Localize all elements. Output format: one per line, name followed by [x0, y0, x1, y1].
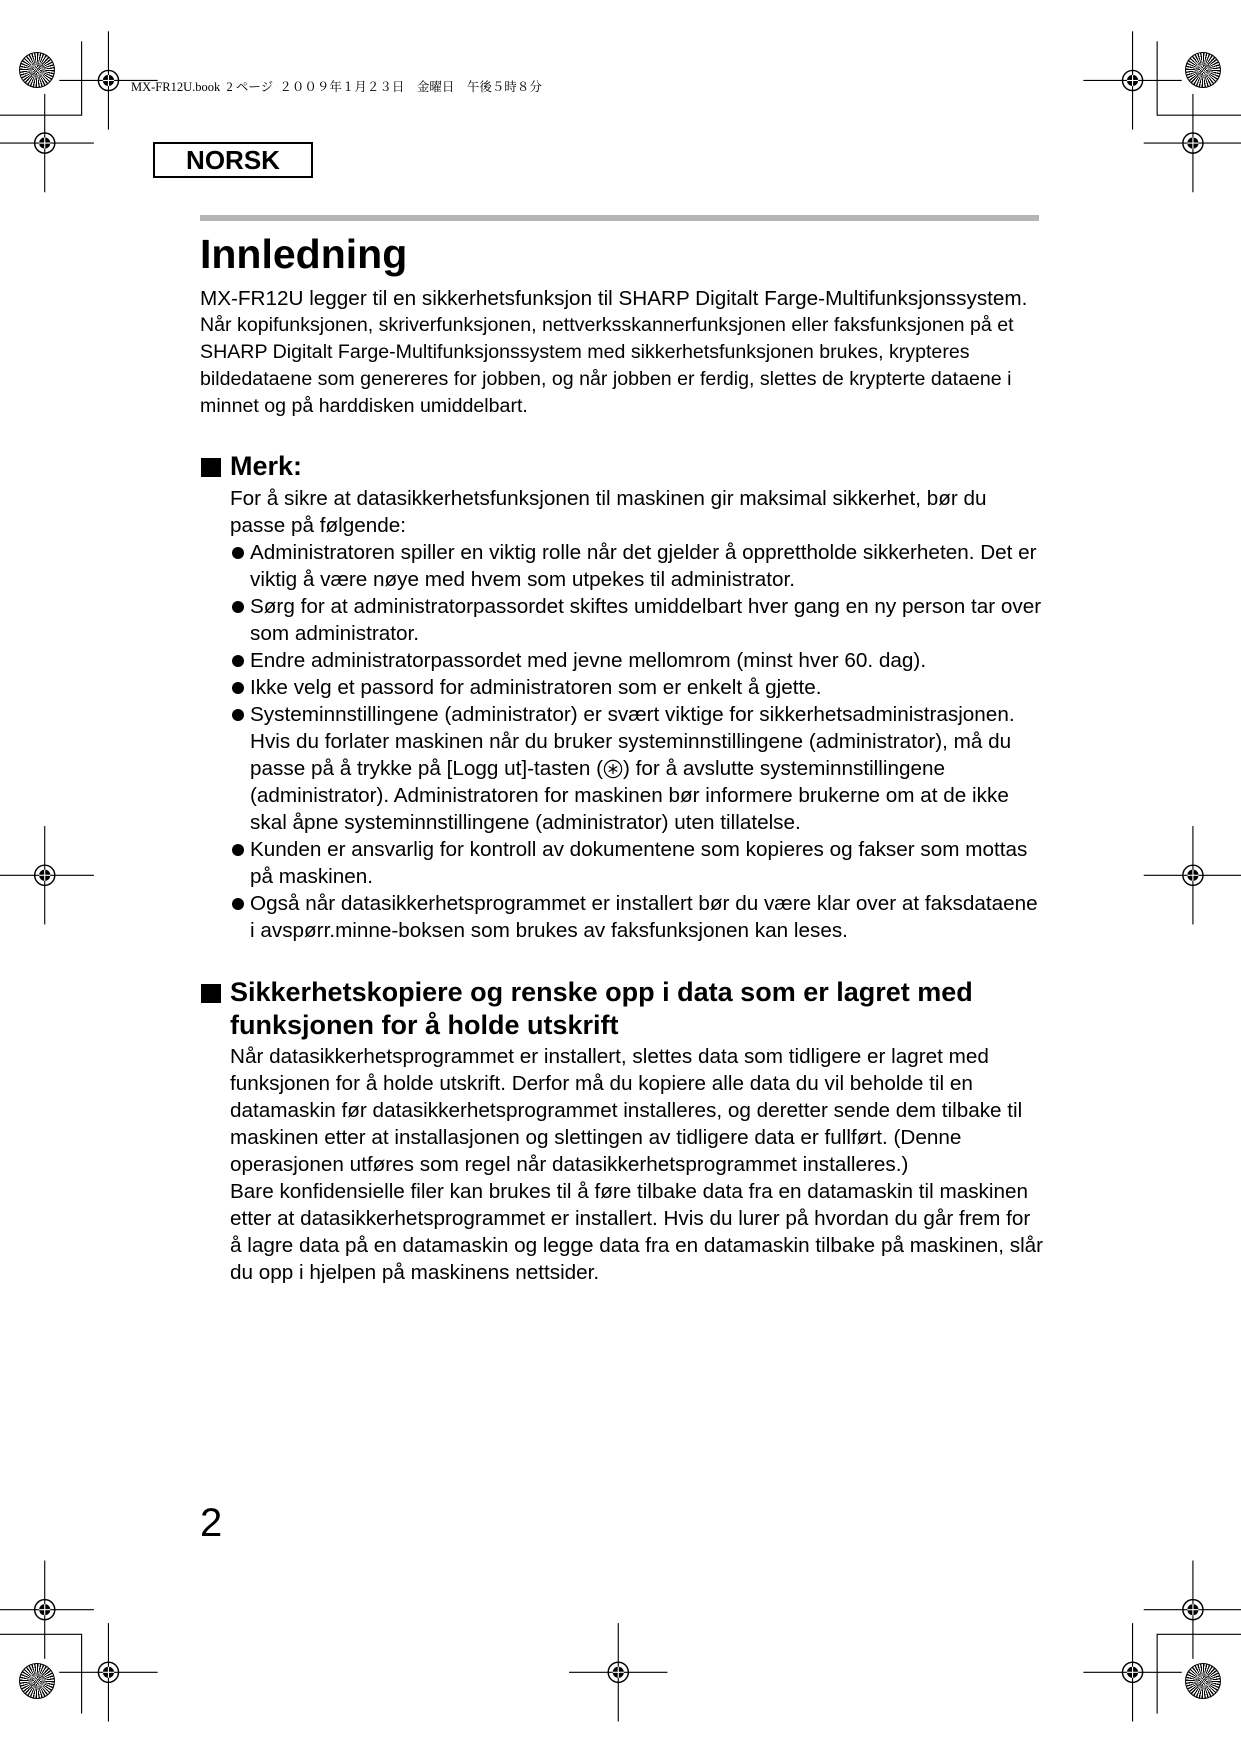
bullet-icon [232, 682, 244, 694]
color-sunburst-icon [19, 52, 55, 88]
list-item-line: Administratoren spiller en viktig rolle når det gjelder å opprettholde sikkerheten. Det er [250, 541, 1037, 564]
list-item [230, 701, 1041, 836]
intro-line: bildedataene som genereres for jobben, og når jobben er ferdig, slettes de krypterte dataene i [200, 368, 1012, 390]
list-item-line: som administrator. [250, 622, 420, 645]
bullet-icon [232, 898, 244, 910]
backup-line: funksjonen for å holde utskrift. Derfor må du kopiere alle data du vil beholde til en [230, 1072, 973, 1095]
section-marker-icon [201, 458, 221, 477]
backup-line: du opp i hjelpen på maskinens nettsider. [230, 1261, 600, 1284]
list-item-line: viktig å være nøye med hvem som utpekes til administrator. [250, 568, 795, 591]
list-item-line: Systeminnstillingene (administrator) er svært viktige for sikkerhetsadministrasjonen. [250, 703, 1015, 726]
backup-heading-line: Sikkerhetskopiere og renske opp i data som er lagret med [230, 977, 973, 1007]
language-tab [153, 142, 313, 178]
color-sunburst-icon [19, 1663, 55, 1699]
section-marker-icon [201, 984, 221, 1003]
registration-mark-icon [59, 1623, 157, 1721]
list-item-line: Sørg for at administratorpassordet skiftes umiddelbart hver gang en ny person tar over [250, 595, 1042, 618]
page-title: Innledning [200, 231, 408, 277]
color-sunburst-icon [1185, 52, 1221, 88]
registration-mark-icon [569, 1623, 667, 1721]
intro-line: SHARP Digitalt Farge-Multifunksjonssystem med sikkerhetsfunksjonen brukes, krypteres [200, 341, 970, 363]
list-item [230, 890, 1041, 944]
note-body [230, 485, 1041, 944]
backup-line: maskinen etter at installasjonen og slettingen av tidligere data er fullført. (Denne [230, 1126, 962, 1149]
bullet-icon [232, 844, 244, 856]
list-item [230, 593, 1041, 647]
backup-line: etter at datasikkerhetsprogrammet er installert. Hvis du lurer på hvordan du går frem for [230, 1207, 1031, 1230]
bullet-icon [232, 655, 244, 667]
note-heading [230, 450, 302, 483]
registration-mark-icon [1144, 1560, 1241, 1658]
registration-mark-icon [1083, 1623, 1181, 1721]
list-item [230, 836, 1041, 890]
backup-line: operasjonen utføres som regel når datasikkerhetsprogrammet installeres.) [230, 1153, 909, 1176]
note-heading-text: Merk: [230, 451, 303, 481]
list-item-line: Ikke velg et passord for administratoren som er enkelt å gjette. [250, 676, 822, 699]
title-divider [200, 215, 1039, 221]
bullet-icon [232, 547, 244, 559]
list-item-line [250, 755, 1041, 782]
registration-mark-icon [0, 1560, 94, 1658]
list-item-line: Endre administratorpassordet med jevne mellomrom (minst hver 60. dag). [250, 649, 927, 672]
backup-line: Når datasikkerhetsprogrammet er installert, slettes data som tidligere er lagret med [230, 1045, 989, 1068]
list-item-line: Også når datasikkerhetsprogrammet er installert bør du være klar over at faksdataene [250, 892, 1038, 915]
list-item [230, 647, 1041, 674]
backup-heading-line: funksjonen for å holde utskrift [230, 1010, 619, 1040]
list-item-line: på maskinen. [250, 865, 374, 888]
registration-mark-icon [0, 826, 94, 924]
intro-line: MX-FR12U legger til en sikkerhetsfunksjon til SHARP Digitalt Farge-Multifunksjonssystem. [200, 287, 1028, 310]
list-item-line: Kunden er ansvarlig for kontroll av dokumentene som kopieres og fakser som mottas [250, 838, 1028, 861]
note-intro-line: passe på følgende: [230, 514, 406, 537]
registration-mark-icon [1144, 826, 1241, 924]
backup-line: datamaskin før datasikkerhetsprogrammet installeres, og deretter sende dem tilbake til [230, 1099, 1023, 1122]
registration-mark-icon [1144, 94, 1241, 192]
logout-key-icon [603, 759, 623, 779]
intro-paragraph [200, 285, 1027, 420]
print-file-info: MX-FR12U.book 2 ページ ２００９年１月２３日 金曜日 午後５時８分 [131, 80, 542, 94]
intro-line: minnet og på harddisken umiddelbart. [200, 395, 528, 417]
list-item [230, 539, 1041, 593]
list-item-line: i avspørr.minne-boksen som brukes av faksfunksjonen kan leses. [250, 919, 848, 942]
logout-line-end: ) for å avslutte systeminnstillingene [623, 757, 945, 780]
bullet-icon [232, 709, 244, 721]
page-number: 2 [200, 1501, 223, 1545]
backup-body [230, 1043, 1043, 1286]
color-sunburst-icon [1185, 1663, 1221, 1699]
intro-line: Når kopifunksjonen, skriverfunksjonen, nettverksskannerfunksjonen eller faksfunksjonen på et [200, 314, 1014, 336]
backup-heading [230, 976, 973, 1042]
registration-mark-icon [0, 94, 94, 192]
list-item [230, 674, 1041, 701]
list-item-line: Hvis du forlater maskinen når du bruker systeminnstillingene (administrator), må du [250, 730, 1012, 753]
list-item-line: (administrator). Administratoren for maskinen bør informere brukerne om at de ikke [250, 784, 1009, 807]
backup-line: Bare konfidensielle filer kan brukes til å føre tilbake data fra en datamaskin til maskinen [230, 1180, 1029, 1203]
backup-line: å lagre data på en datamaskin og legge data fra en datamaskin tilbake på maskinen, slår [230, 1234, 1044, 1257]
note-intro-line: For å sikre at datasikkerhetsfunksjonen til maskinen gir maksimal sikkerhet, bør du [230, 487, 987, 510]
language-label: NORSK [186, 145, 280, 175]
bullet-icon [232, 601, 244, 613]
logout-line-start: passe på å trykke på [Logg ut]-tasten ( [250, 757, 604, 780]
list-item-line: skal åpne systeminnstillingene (administrator) uten tillatelse. [250, 811, 801, 834]
